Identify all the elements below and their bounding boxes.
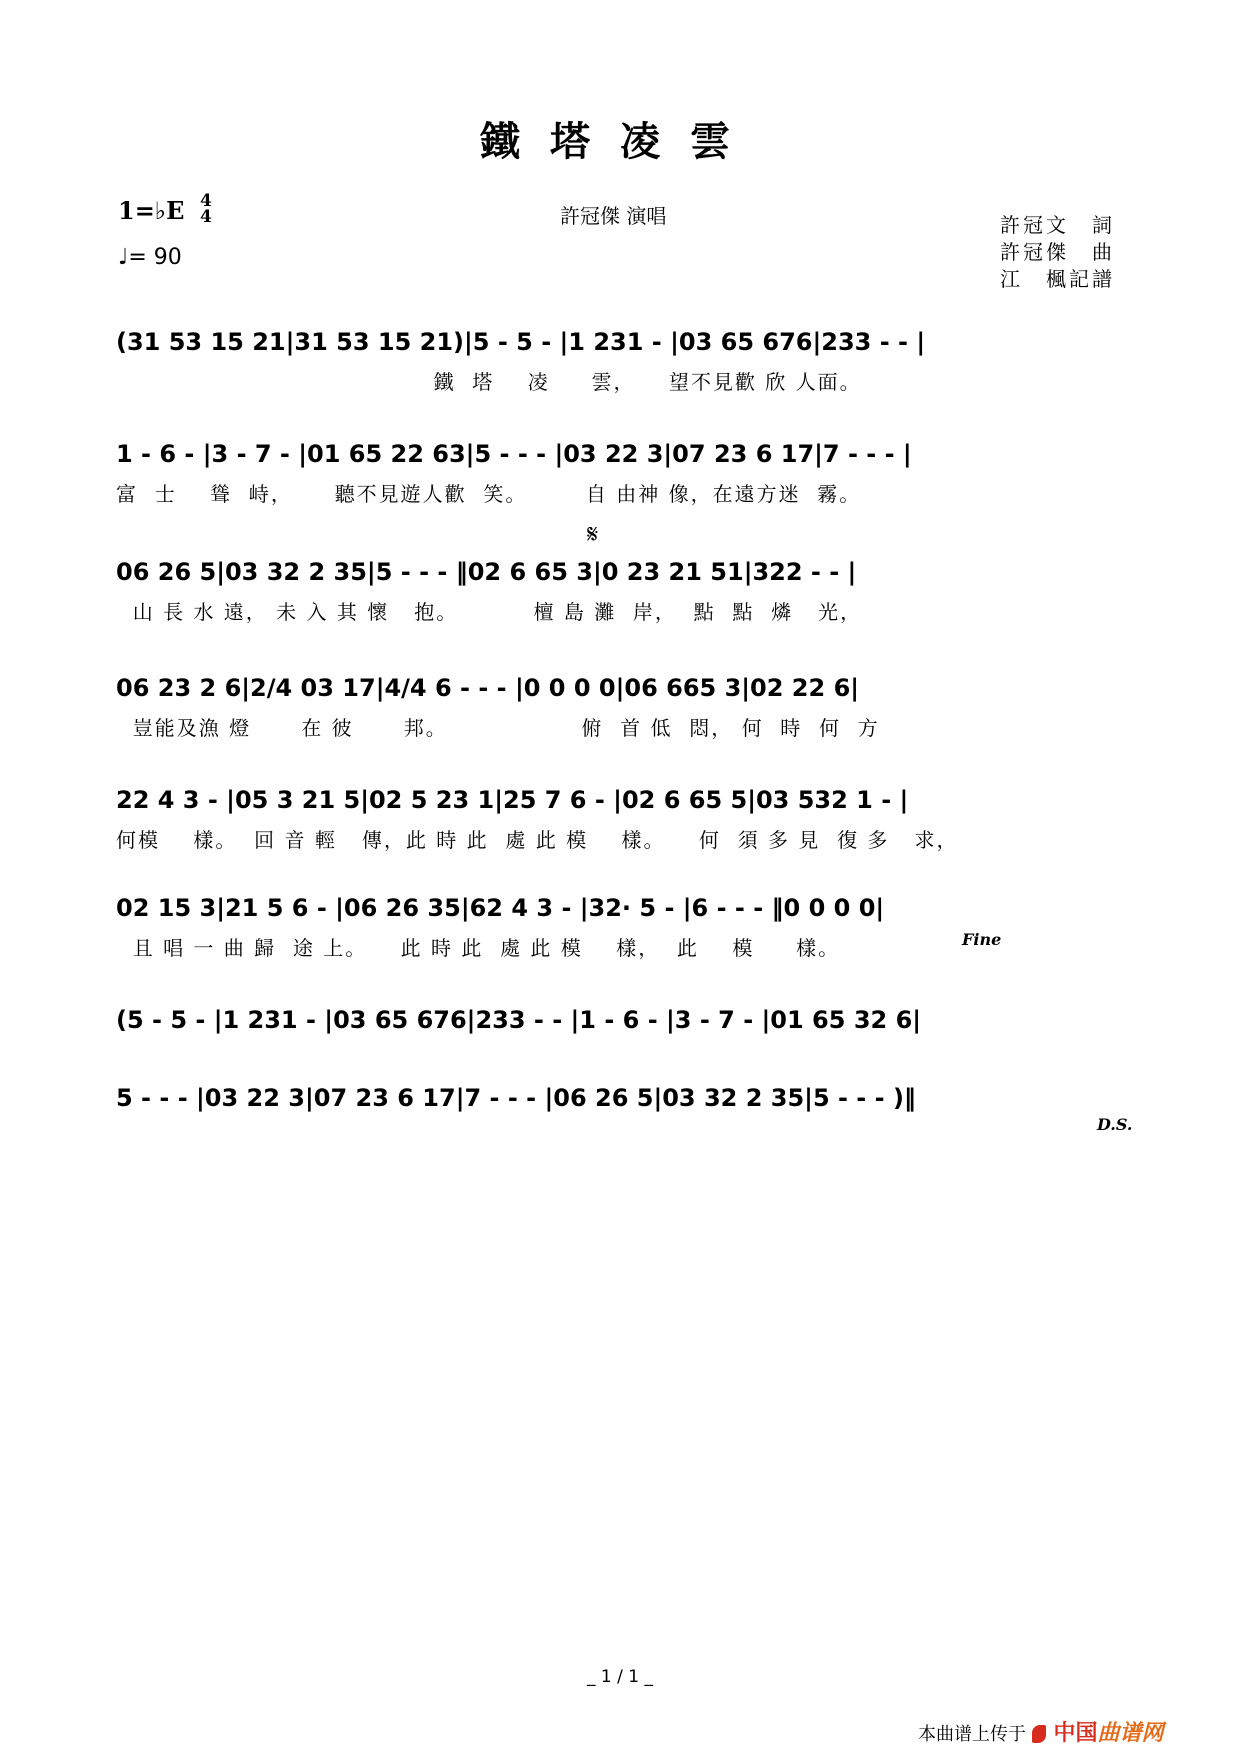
score-title: 鐵塔凌雲: [480, 118, 760, 165]
system-1-notes: (31 53 15 21|31 53 15 21)|5 - 5 - |1 231 - |03 65 676|233 - - |: [116, 328, 926, 356]
system-5-lyrics: 何模 樣。 回 音 輕 傳，此 時 此 處 此 模 樣。 何 須 多 見 復 多 求，: [116, 828, 959, 852]
fine-mark: Fine: [962, 930, 1002, 949]
footer-prefix: 本曲谱上传于: [918, 1724, 1026, 1745]
system-3-lyrics: 山 長 水 遠， 未 入 其 懷 抱。 檀 島 灘 岸， 點 點 燐 光，: [116, 600, 863, 624]
system-6-lyrics: 且 唱 一 曲 歸 途 上。 此 時 此 處 此 模 樣， 此 模 樣。: [116, 936, 841, 960]
system-3-notes: 06 26 5|03 32 2 35|5 - - - ‖02 6 65 3|0 23 21 51|322 - - |: [116, 558, 857, 586]
system-6-notes: 02 15 3|21 5 6 - |06 26 35|62 4 3 - |32· 5 - |6 - - - ‖0 0 0 0|: [116, 894, 885, 922]
footer-brand: 中国: [1053, 1721, 1098, 1746]
site-logo-icon: [1032, 1725, 1046, 1743]
segno-sign: 𝄋: [587, 520, 599, 550]
system-4-lyrics: 豈能及漁 燈 在 彼 邦。 俯 首 低 悶， 何 時 何 方: [116, 716, 880, 740]
page-number: _ 1 / 1 _: [587, 1667, 653, 1687]
system-5-notes: 22 4 3 - |05 3 21 5|02 5 23 1|25 7 6 - |02 6 65 5|03 532 1 - |: [116, 786, 909, 814]
ds-mark: D.S.: [1097, 1115, 1133, 1134]
performer-credit: 許冠傑 演唱: [560, 204, 667, 228]
system-2-notes: 1 - 6 - |3 - 7 - |01 65 22 63|5 - - - |03 22 3|07 23 6 17|7 - - - |: [116, 440, 912, 468]
transcriber-credit: 江 楓記譜: [1000, 267, 1115, 291]
key-signature: 1=♭E: [118, 196, 185, 225]
system-4-notes: 06 23 2 6|2/4 03 17|4/4 6 - - - |0 0 0 0|06 665 3|02 22 6|: [116, 674, 860, 702]
site-footer: [918, 1716, 1164, 1747]
time-signature: [200, 193, 212, 225]
lyricist-credit: 許冠文 詞: [1000, 213, 1115, 237]
system-8-notes: 5 - - - |03 22 3|07 23 6 17|7 - - - |06 26 5|03 32 2 35|5 - - - )‖: [116, 1084, 916, 1112]
system-1-lyrics: 鐵 塔 凌 雲， 望不見歡 欣 人面。: [116, 370, 862, 394]
meter-top: 4: [200, 191, 212, 211]
meter-bottom: 4: [200, 207, 212, 227]
composer-credit: 許冠傑 曲: [1000, 240, 1115, 264]
tempo-mark: ♩= 90: [118, 245, 182, 270]
credits-block: [1000, 212, 1115, 293]
system-2-lyrics: 富 士 聳 峙， 聽不見遊人歡 笑。 自 由神 像，在遠方迷 霧。: [116, 482, 862, 506]
footer-brand-secondary: 曲谱网: [1097, 1721, 1164, 1746]
system-7-notes: (5 - 5 - |1 231 - |03 65 676|233 - - |1 - 6 - |3 - 7 - |01 65 32 6|: [116, 1006, 922, 1034]
